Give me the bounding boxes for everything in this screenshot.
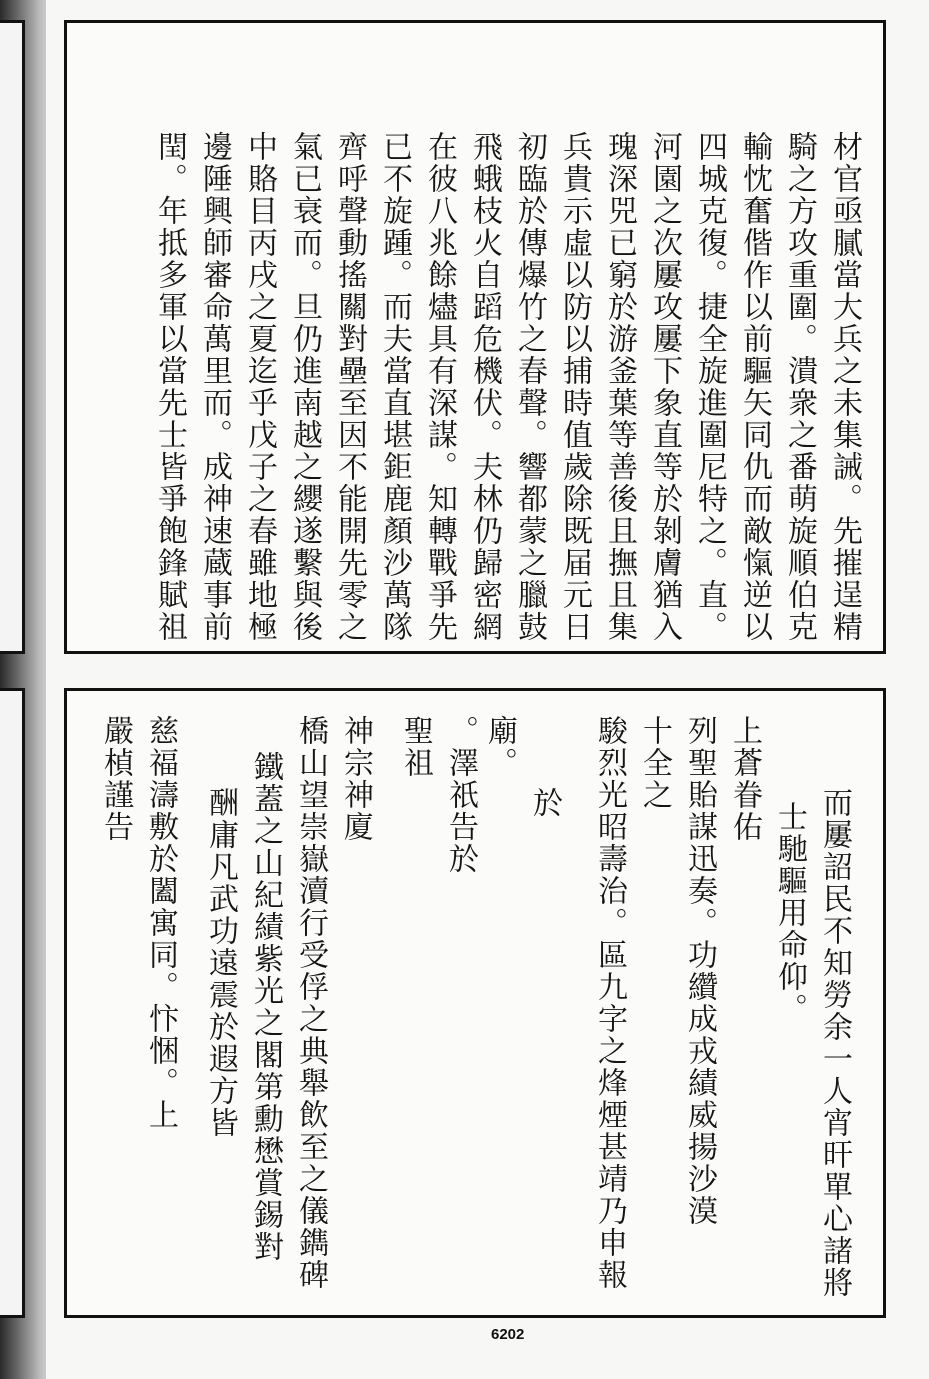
text-column: 材官亟膩當大兵之未集誡。先摧逞精: [827, 131, 862, 643]
text-column: 而屢詔民不知勞余一人宵旰單心諸將: [817, 787, 852, 1299]
text-column: 閏。年抵多軍以當先士皆爭飽鋒賦祖: [152, 131, 187, 643]
text-column: 兵貴示虛以防以捕時值歲除既届元日: [557, 131, 592, 643]
text-column: 廟。: [482, 715, 517, 779]
text-column: 邊陲興師審命萬里而。成神速蔵事前: [197, 131, 232, 643]
text-column: 四城克復。捷全旋進圍尼特之。直。: [692, 131, 727, 643]
text-column: 上蒼眷佑: [727, 715, 762, 843]
text-column: 已不旋踵。而夫當直堪鉅鹿顏沙萬隊: [377, 131, 412, 643]
text-column: 於: [527, 787, 562, 819]
facing-page-frame-lower: [0, 688, 25, 1318]
text-column: 酬庸凡武功遠震於遐方皆: [203, 787, 238, 1139]
text-column: 。澤祇告於: [443, 715, 478, 875]
text-column: 十全之: [637, 715, 672, 811]
text-column: 騎之方攻重圍。潰衆之番萌旋順伯克: [782, 131, 817, 643]
text-column: 齊呼聲動搖關對壘至因不能開先零之: [332, 131, 367, 643]
text-column: 橋山望崇嶽瀆行受俘之典舉飲至之儀鐫碑: [293, 715, 328, 1291]
text-column: 神宗神廈: [338, 715, 373, 843]
text-column: 河園之次屢攻屢下象直等於剝膚猶入: [647, 131, 682, 643]
text-column: 聖祖: [398, 715, 433, 779]
text-column: 飛蛾枝火自蹈危機伏。夫林仍歸密網: [467, 131, 502, 643]
text-column: 駿烈光昭壽治。區九字之烽煙甚靖乃申報: [592, 715, 627, 1291]
text-column: 瑰深兕已窮於游釜葉等善後且撫且集: [602, 131, 637, 643]
text-column: 在彼八兆餘燼具有深謀。知轉戰爭先: [422, 131, 457, 643]
text-column: 嚴楨謹告: [98, 715, 133, 843]
text-column: 士馳驅用命仰。: [772, 801, 807, 1025]
text-column: 氣已衰而。旦仍進南越之纓遂繫與後: [287, 131, 322, 643]
document-page: [46, 0, 929, 1379]
upper-text-panel: [64, 20, 886, 654]
text-column: 初臨於傳爆竹之春聲。響都蒙之臘鼓: [512, 131, 547, 643]
text-column: 輸忱奮偕作以前驅矢同仇而敵愾逆以: [737, 131, 772, 643]
facing-page-frame-upper: [0, 20, 25, 654]
text-column: 列聖貽謀迅奏。功纘成戎績威揚沙漠: [682, 715, 717, 1227]
page-number: 6202: [491, 1326, 525, 1343]
text-column: 中賂目丙戌之夏迄乎戊子之春雖地極: [242, 131, 277, 643]
lower-text-panel: [64, 688, 886, 1318]
text-column: 慈福濤敷於闔寓同。忭悃。上: [143, 715, 178, 1131]
text-column: 鐵蓋之山紀績紫光之閣第勳懋賞錫對: [248, 751, 283, 1263]
